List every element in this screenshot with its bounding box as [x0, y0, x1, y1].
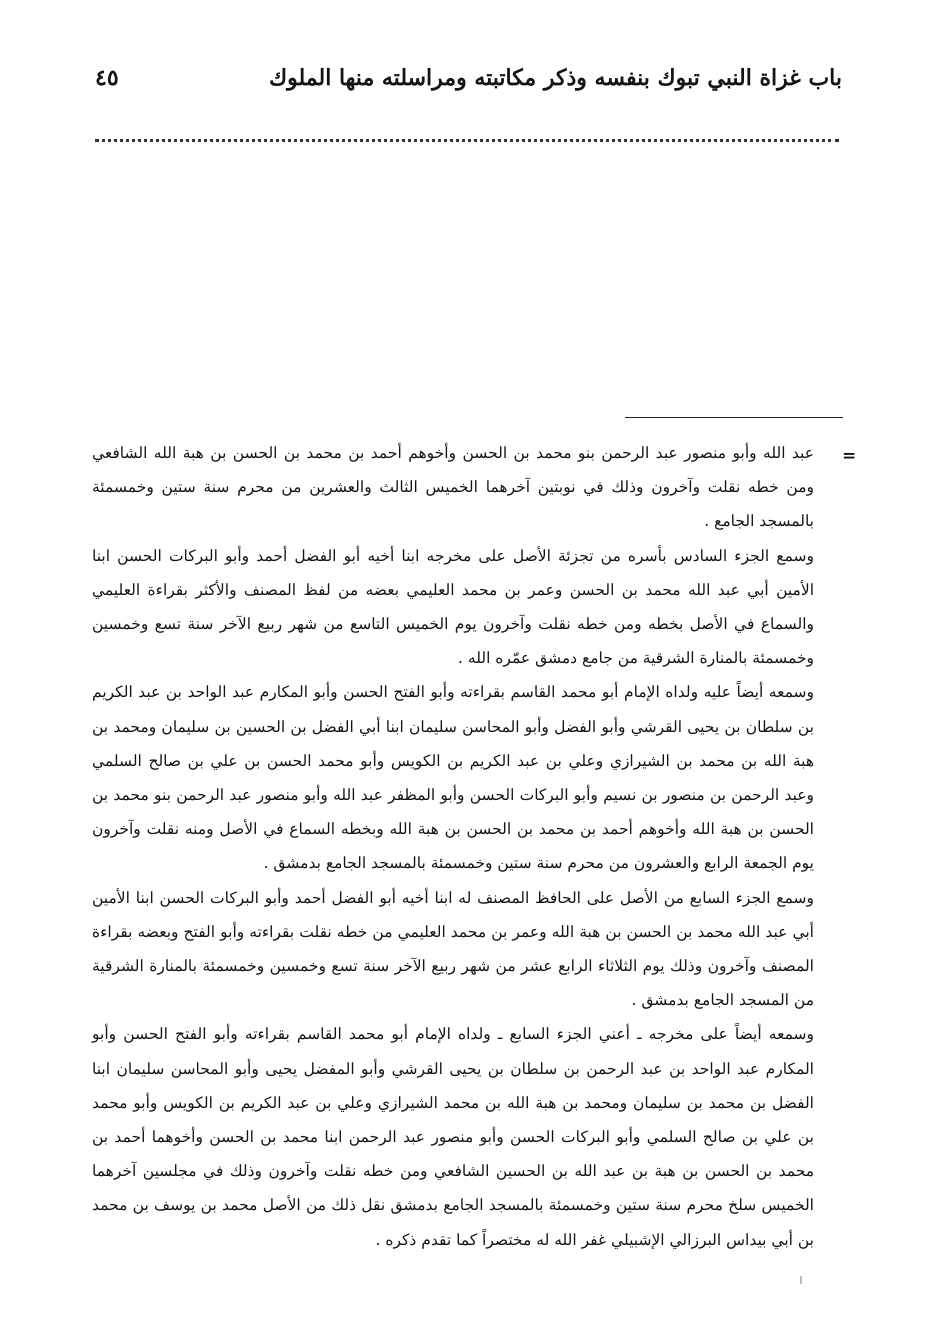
footnote-continuation-mark: =	[842, 446, 857, 466]
footnote-paragraph: وسمعه أيضاً على مخرجه ـ أعني الجزء السابع ـ ولداه الإمام أبو محمد القاسم بقراءته وأبو الفتح الحسن وأبو المكارم عبد الواحد بن عبد الرحمن بن سلطان بن يحيى القرشي وأبو المفضل يحيى وأبو المحاسن سليمان ابنا الفضل بن محمد بن سليمان ومحمد بن هبة الله بن محمد الشيرازي وعلي بن عبد الكريم بن الكويس وأبو محمد بن علي بن صالح السلمي وأبو البركات الحسن وأبو منصور عبد الرحمن ابنا محمد بن الحسن وأخوهما أحمد بن محمد بن الحسن بن هبة بن عبد الله بن الحسين الشافعي ومن خطه نقلت وآخرون وذلك في مجلسين آخرهما الخميس سلخ محرم سنة ستين وخمسمئة بالمسجد الجامع بدمشق نقل ذلك من الأصل محمد بن يوسف بن محمد بن أبي بيداس البرزالي الإشبيلي غفر الله له مختصراً كما تقدم ذكره .	[92, 1025, 814, 1249]
footnote-separator-rule	[625, 417, 843, 418]
footnote-paragraph: وسمع الجزء السادس بأسره من تجزئة الأصل على مخرجه ابنا أخيه أبو الفضل أحمد وأبو البركات الحسن ابنا الأمين أبي عبد الله محمد بن الحسن وعمر بن محمد العليمي بعضه من لفظ المصنف والأكثر بقراءة العليمي والسماع في الأصل بخطه ومن خطه نقلت وآخرون يوم الخميس التاسع من شهر ربيع الآخر سنة تسع وخمسين وخمسمئة بالمنارة الشرقية من جامع دمشق عمّره الله .	[92, 546, 814, 668]
margin-mark	[800, 1276, 802, 1284]
footnote-paragraph: وسمع الجزء السابع من الأصل على الحافظ المصنف له ابنا أخيه أبو الفضل أحمد وأبو البركات الحسن ابنا الأمين أبي عبد الله محمد بن الحسن بن هبة الله وعمر بن محمد العليمي من خطه نقلت بقراءته وأبو الفتح وبعضه بقراءة المصنف وآخرون وذلك يوم الثلاثاء الرابع عشر من شهر ربيع الآخر سنة تسع وخمسين وخمسمئة بالمنارة الشرقية من المسجد الجامع بدمشق .	[92, 888, 814, 1010]
footnote-paragraph: عبد الله وأبو منصور عبد الرحمن بنو محمد بن الحسن وأخوهم أحمد بن محمد بن الحسن بن هبة الله الشافعي ومن خطه نقلت وآخرون وذلك في نوبتين آخرهما الخميس الثالث والعشرين من محرم سنة ستين وخمسمئة بالمسجد الجامع .	[92, 444, 814, 531]
dotted-separator	[95, 139, 839, 142]
footnote-body	[92, 436, 814, 1257]
running-title: باب غزاة النبي تبوك بنفسه وذكر مكاتبته ومراسلته منها الملوك	[268, 65, 842, 91]
footnote-paragraph: وسمعه أيضاً عليه ولداه الإمام أبو محمد القاسم بقراءته وأبو الفتح الحسن وأبو المكارم عبد الواحد بن عبد الكريم بن سلطان بن يحيى القرشي وأبو الفضل وأبو المحاسن سليمان ابنا أبي الفضل بن الحسين بن سليمان ومحمد بن هبة الله بن محمد بن الشيرازي وعلي بن عبد الكريم بن الكويس وأبو محمد الحسن بن علي بن صالح السلمي وعبد الرحمن بن منصور بن نسيم وأبو البركات الحسن وأبو المظفر عبد الله وأبو منصور عبد الرحمن بنو محمد بن الحسن بن هبة الله وأخوهم أحمد بن محمد بن الحسن بن هبة الله وبخطه السماع في الأصل ومنه نقلت وآخرون يوم الجمعة الرابع والعشرون من محرم سنة ستين وخمسمئة بالمسجد الجامع بدمشق .	[92, 683, 814, 873]
page-number: ٤٥	[95, 65, 119, 91]
running-head	[95, 58, 842, 98]
